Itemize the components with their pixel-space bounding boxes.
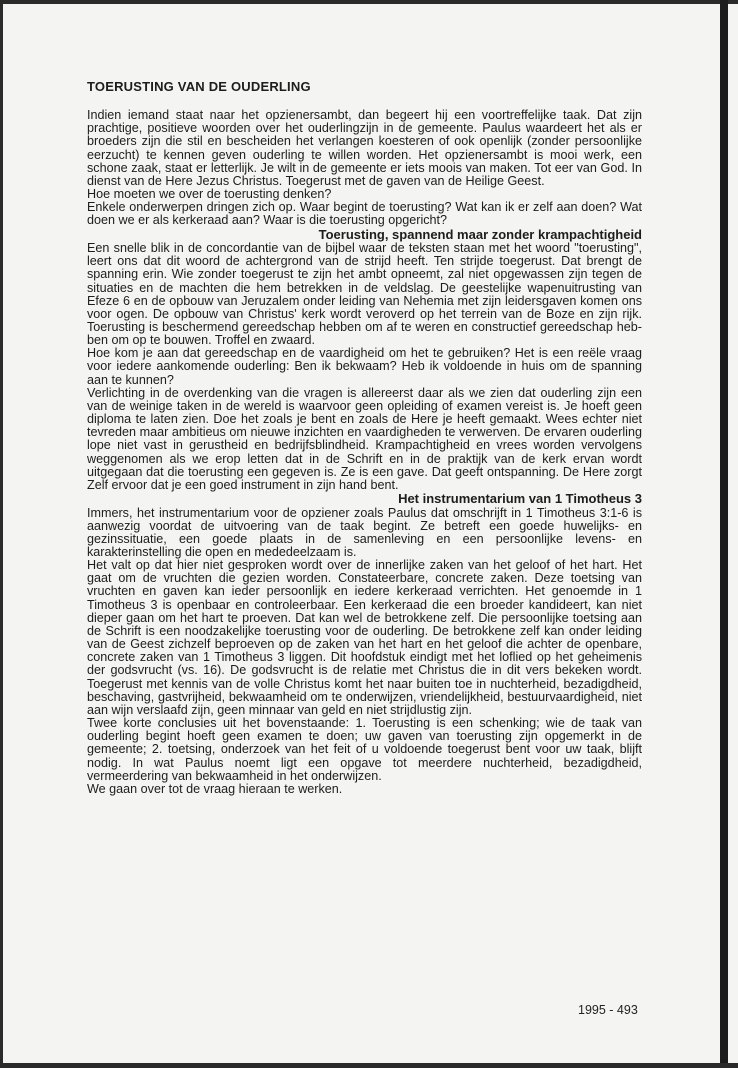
paragraph: Enkele onderwerpen dringen zich op. Waar begint de toerusting? Wat kan ik er zelf aan doen? Wat doen we er als kerkeraad aan? Waar is die toerusting opgericht? (87, 200, 642, 228)
paragraph: Hoe kom je aan dat gereedschap en de vaardigheid om het te gebruiken? Het is een reële vraag voor iedere aankomende ouderling: Ben ik bekwaam? Heb ik voldoende in huis om de spanning aan te kunnen? (87, 346, 642, 387)
paragraph: Indien iemand staat naar het opzienersambt, dan begeert hij een voortreffelijke taak. Dat zijn prachtige, positieve woorden over het ouderlingzijn in de gemeente. Paulus waardeert het als er broeders zijn die stil en bescheiden het verlangen koesteren of ook openlijk (zonder persoonlijke eerzucht) te kennen geven ouderling te willen worden. Het opzienersambt is mooi werk, een schone zaak, staat er letterlijk. Je wilt in de gemeente er iets moois van maken. Tot eer van God. In dienst van de Here Jezus Christus. Toegerust met de gaven van de Heilige Geest. (87, 108, 642, 188)
paragraph: We gaan over tot de vraag hieraan te werken. (87, 781, 343, 796)
scan-border-bottom (0, 1063, 738, 1068)
paragraph: Twee korte conclusies uit het bovenstaande: 1. Toerusting is een schenking; wie de taak van ouderling begint hoeft geen examen te doen; uw gaven van toerusting zijn opgemerkt in de gemeente; 2. toetsing, onderzoek van het feit of u voldoende toegerust bent voor uw taak, blijft nodig. In wat Paulus noemt ligt een opgave tot meerdere nuchterheid, bezadigdheid, vermeerdering van bekwaamheid in het onderwijzen. (87, 716, 642, 783)
page-number: 1995 - 493 (578, 1003, 638, 1017)
paragraph: Verlichting in de overdenking van die vragen is allereerst daar als we zien dat ouderling zijn een van de weinige taken in de wereld is waarvoor geen opleiding of examen vereist is. Je hoeft geen diploma te laten zien. Doe het zoals je bent en zoals de Here je heeft gemaakt. Wees echter niet tevreden maar ambitieus om nieuwe inzichten en vaardigheden te verwerven. De ervaren ouderling lope niet vast in gerustheid en bedrijfsblindheid. Krampachtigheid en vrees worden vervolgens weggenomen als we erop letten dat in de Schrift en in de praktijk van de kerk ervan wordt uitgegaan dat die toerusting een gegeven is. Ze is een gave. Dat geeft ontspanning. De Here zorgt Zelf ervoor dat je een goed instrument in zijn hand bent. (87, 385, 642, 492)
article-title: TOERUSTING VAN DE OUDERLING (87, 79, 311, 94)
scan-border-top (0, 0, 738, 4)
paragraph: Immers, het instrumentarium voor de opziener zoals Paulus dat omschrijft in 1 Timotheus 3:1-6 is aanwezig voordat de uitvoering van de taak begint. Ze betreft een goede huwelijks- en gezinssituatie, een goede plaats in de samenleving en een persoonlijke levens- en karakterinstelling die open en mededeelzaam is. (87, 505, 642, 559)
section-heading: Toerusting, spannend maar zonder krampachtigheid (318, 226, 642, 242)
paragraph: Hoe moeten we over de toerusting denken? (87, 187, 332, 202)
scan-border-right (720, 0, 728, 1068)
paragraph: Een snelle blik in de concordantie van de bijbel waar de teksten staan met het woord "toerusting", leert ons dat dit woord de achtergrond van de strijd heeft. Ten strijde toegerust. Dat brengt de spanning erin. Wie zonder toegerust te zijn het ambt opneemt, zal niet opgewassen zijn tegen de situaties en de machten die hem betrekken in de veldslag. De geestelijke wapenuitrusting van Efeze 6 en de opbouw van Jeruzalem onder leiding van Nehemia met zijn leidersgaven komen ons voor ogen. De opbouw van Christus' kerk wordt veroverd op het terrein van de Boze en zijn rijk. Toerusting is beschermend gereedschap hebben om af te weren en constructief gereedschap hebben om op te bouwen. Troffel en zwaard. (87, 241, 642, 348)
article-body (87, 80, 642, 796)
paragraph: Het valt op dat hier niet gesproken wordt over de innerlijke zaken van het geloof of het hart. Het gaat om de vruchten die gezien worden. Constateerbare, concrete zaken. Deze toetsing van vruchten en gaven kan ieder persoonlijk en iedere kerkeraad verrichten. Het genoemde in 1 Timotheus 3 is openbaar en controleerbaar. Een kerkeraad die een broeder kandideert, kan niet dieper gaan om het hart te proeven. Dat kan wel de betrokkene zelf. Die persoonlijke toetsing aan de Schrift is een noodzakelijke toerusting voor de ouderling. De betrokkene zelf kan onder leiding van de Geest zichzelf beproeven op de zaken van het hart en het geloof die achter de openbare, concrete zaken van 1 Timotheus 3 liggen. Dit hoofdstuk eindigt met het loflied op het geheimenis der godsvrucht (vs. 16). De godsvrucht is de relatie met Christus die in dit vers bekeken wordt. Toegerust met kennis van de volle Christus komt het naar buiten toe in nuchterheid, bezadigdheid, beschaving, gastvrijheid, bekwaamheid om te onderwijzen, vriendelijkheid, bestuurvaardigheid, niet aan wijn verslaafd zijn, geen minnaar van geld en niet strijdlustig zijn. (87, 558, 642, 717)
section-heading: Het instrumentarium van 1 Timotheus 3 (398, 491, 642, 507)
scan-border-left (0, 0, 3, 1068)
